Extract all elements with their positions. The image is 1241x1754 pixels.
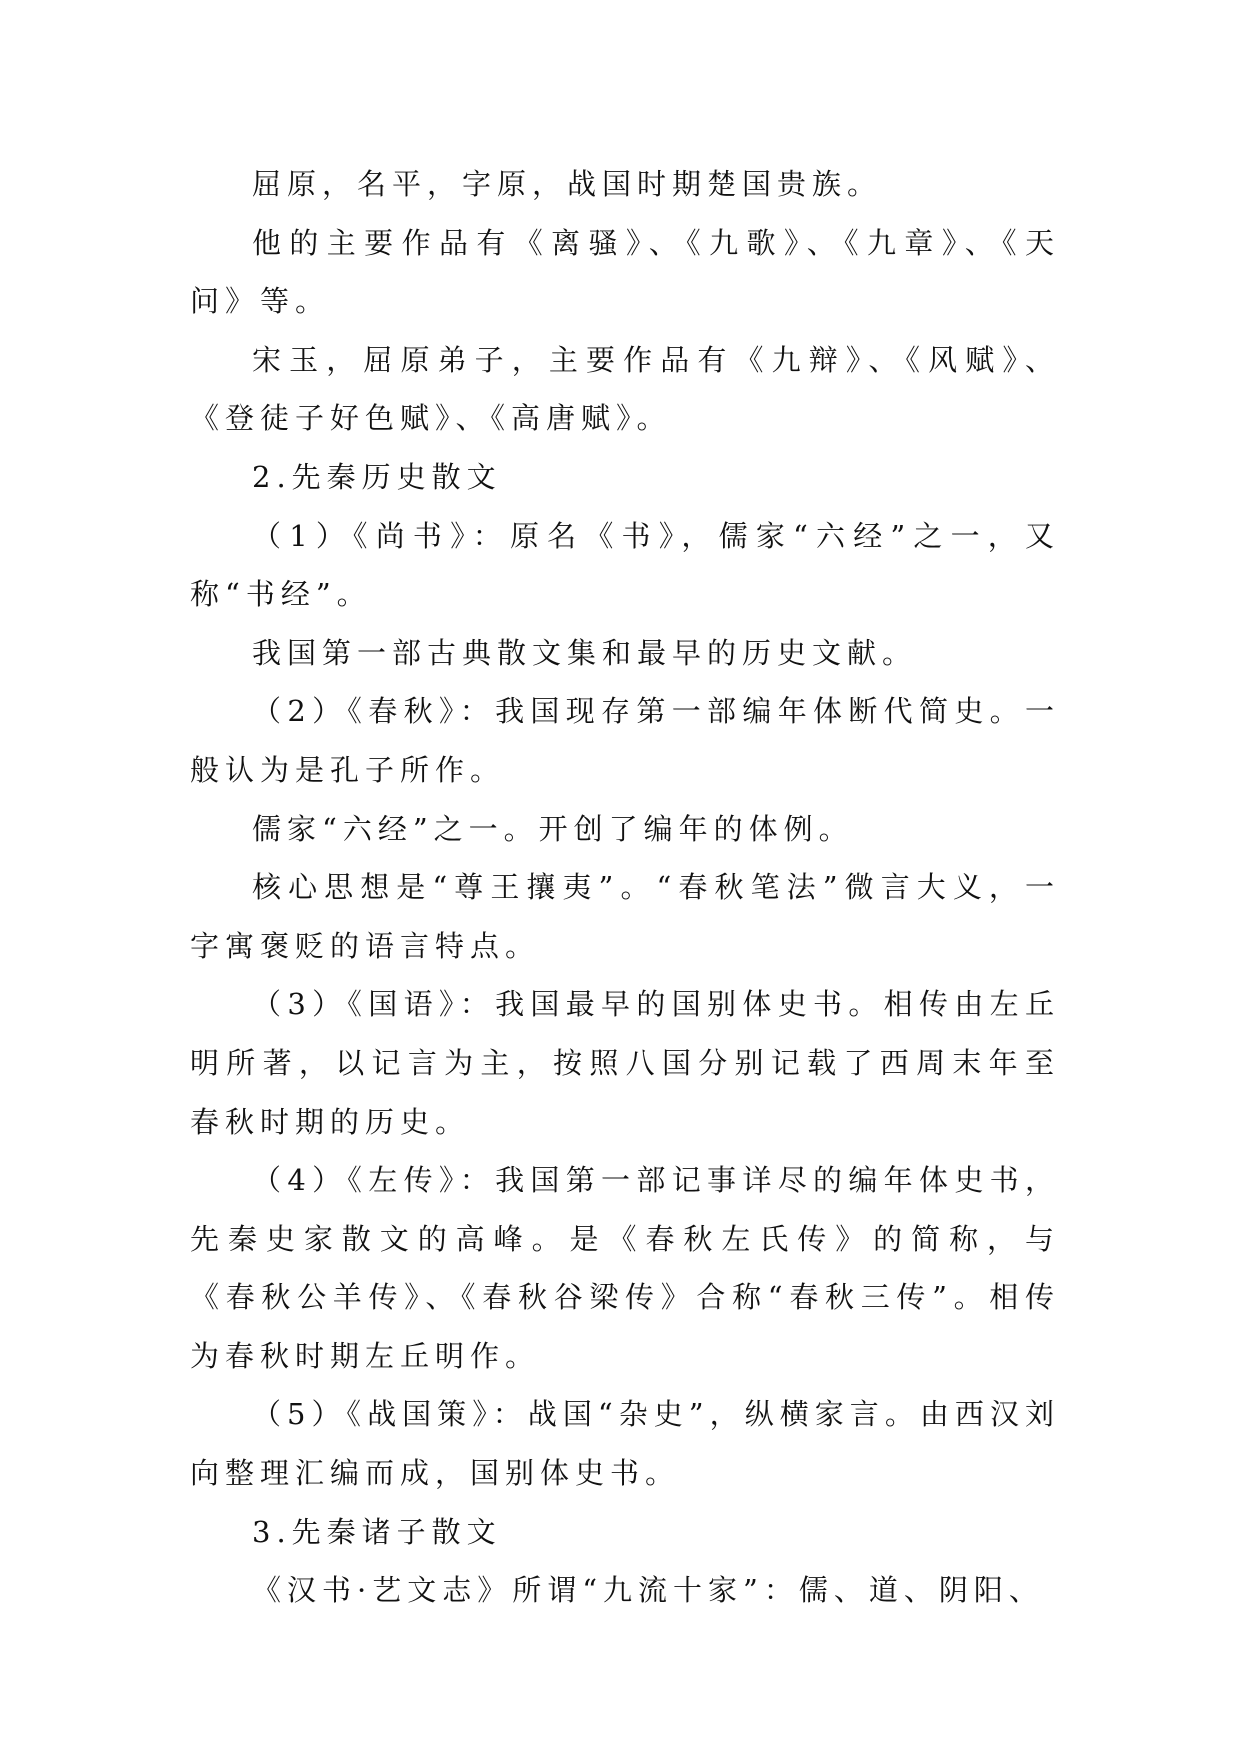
paragraph-guoyu: （3）《国语》：我国最早的国别体史书。相传由左丘明所著，以记言为主，按照八国分别记载了西周末年至春秋时期的历史。: [190, 987, 1060, 1139]
paragraph-shangshu: （1）《尚书》：原名《书》，儒家“六经”之一，又称“书经”。: [190, 518, 1060, 612]
document-page: [190, 155, 1060, 1620]
paragraph-zuozhuan: （4）《左传》：我国第一部记事详尽的编年体史书，先秦史家散文的高峰。是《春秋左氏传》的简称，与《春秋公羊传》、《春秋谷梁传》合称“春秋三传”。相传为春秋时期左丘明作。: [190, 1163, 1060, 1373]
paragraph-qu-yuan-works: 他的主要作品有《离骚》、《九歌》、《九章》、《天问》等。: [190, 225, 1060, 319]
paragraph-chunqiu-idea: 核心思想是“尊王攘夷”。“春秋笔法”微言大义，一字寓褒贬的语言特点。: [190, 870, 1060, 963]
paragraph-shangshu-note: 我国第一部古典散文集和最早的历史文献。: [252, 635, 918, 670]
paragraph-song-yu: 宋玉，屈原弟子，主要作品有《九辩》、《风赋》、《登徒子好色赋》、《高唐赋》。: [190, 342, 1060, 436]
paragraph-chunqiu: （2）《春秋》：我国现存第一部编年体断代简史。一般认为是孔子所作。: [190, 694, 1060, 787]
paragraph-hanshu-yiwenzhi: 《汉书·艺文志》所谓“九流十家”：儒、道、阴阳、: [252, 1573, 1044, 1608]
paragraph-qu-yuan-intro: 屈原，名平，字原，战国时期楚国贵族。: [252, 167, 883, 201]
section-heading-philosophers-prose: 3.先秦诸子散文: [252, 1514, 502, 1549]
section-heading-history-prose: 2.先秦历史散文: [252, 459, 502, 494]
paragraph-zhanguoce: （5）《战国策》：战国“杂史”，纵横家言。由西汉刘向整理汇编而成，国别体史书。: [190, 1397, 1060, 1491]
paragraph-chunqiu-note: 儒家“六经”之一。开创了编年的体例。: [252, 811, 854, 846]
